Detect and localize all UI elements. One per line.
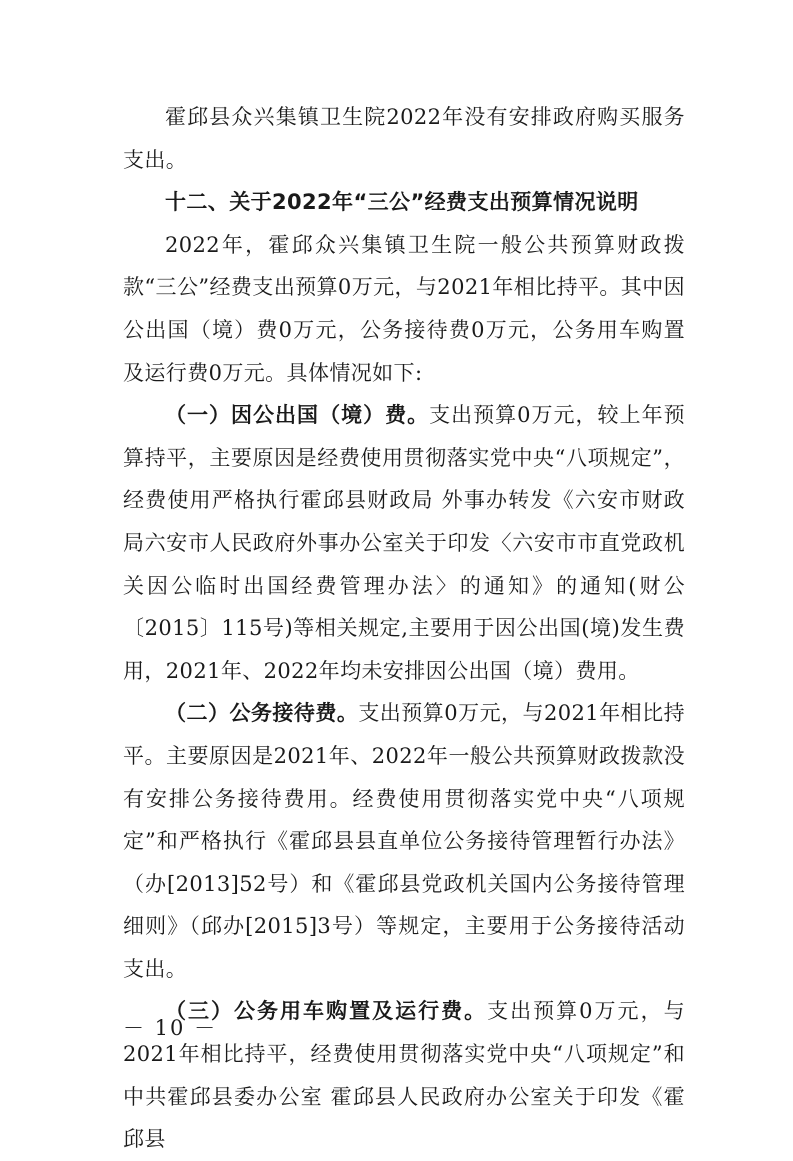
paragraph-three-public-summary (123, 224, 685, 394)
body-text (123, 96, 685, 1161)
section-heading-three-public-expenses (123, 181, 685, 224)
paragraph-official-reception (123, 692, 685, 990)
subsection-lead-overseas-travel: （一）因公出国（境）费。 (165, 403, 430, 428)
subsection-lead-official-vehicles: （三）公务用车购置及运行费。 (165, 999, 488, 1024)
paragraph-text: 霍邱县众兴集镇卫生院2022年没有安排政府购买服务支出。 (123, 105, 685, 172)
paragraph-text: 2022年，霍邱众兴集镇卫生院一般公共预算财政拨款“三公”经费支出预算0万元，与2021年相比持平。其中因公出国（境）费0万元，公务接待费0万元，公务用车购置及运行费0万元。具体情况如下: (123, 232, 685, 385)
paragraph-text: 支出预算0万元，与2021年相比持平，经费使用贯彻落实党中央“八项规定”和中共霍邱县委办公室 霍邱县人民政府办公室关于印发《霍邱县 (123, 999, 685, 1152)
paragraph-overseas-travel (123, 394, 685, 692)
paragraph-text: 支出预算0万元，较上年预算持平，主要原因是经费使用贯彻落实党中央“八项规定”，经费使用严格执行霍邱县财政局 外事办转发《六安市财政局六安市人民政府外事办公室关于印发〈六安市市直党政机关因公临时出国经费管理办法〉的通知》的通知(财公〔2015〕115号)等相关规定,主要用于因公出国(境)发生费用，2021年、2022年均未安排因公出国（境）费用。 (123, 403, 685, 683)
subsection-lead-official-reception: （二）公务接待费。 (165, 701, 359, 726)
paragraph-purchase-services (123, 96, 685, 181)
page-number: － 10 － (123, 1016, 218, 1040)
paragraph-text: 支出预算0万元，与2021年相比持平。主要原因是2021年、2022年一般公共预算财政拨款没有安排公务接待费用。经费使用贯彻落实党中央“八项规定”和严格执行《霍邱县县直单位公务接待管理暂行办法》（办[2013]52号）和《霍邱县党政机关国内公务接待管理细则》（邱办[2015]3号）等规定，主要用于公务接待活动支出。 (123, 701, 685, 981)
section-heading-text: 十二、关于2022年“三公”经费支出预算情况说明 (165, 190, 639, 215)
